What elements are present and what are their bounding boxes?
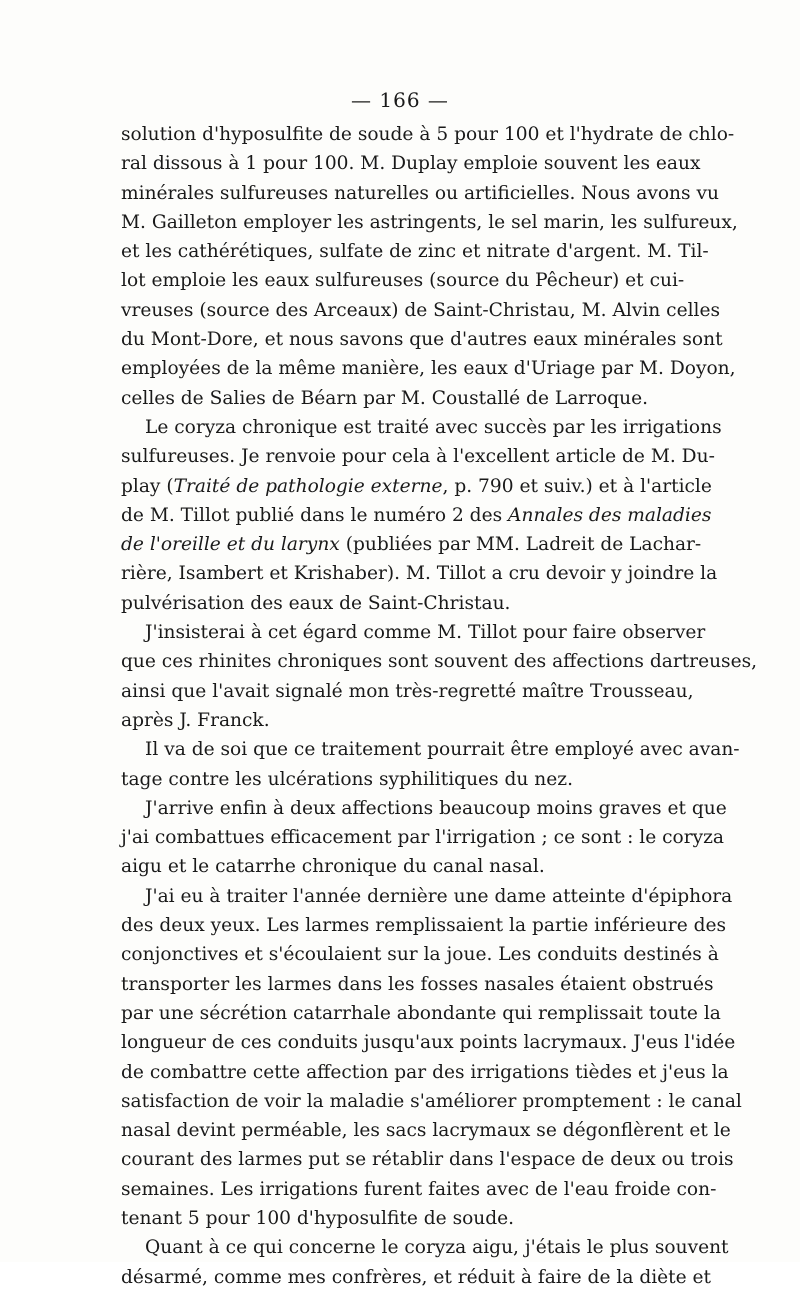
text-line: vreuses (source des Arceaux) de Saint-Christau, M. Alvin celles (121, 299, 721, 321)
body-text (121, 120, 758, 1292)
text-line: Il va de soi que ce traitement pourrait être employé avec avan- (145, 739, 740, 761)
text-line: minérales sulfureuses naturelles ou artificielles. Nous avons vu (121, 182, 719, 204)
text-segment: (publiées par MM. Ladreit de Lachar- (339, 534, 702, 556)
text-line: j'ai combattues efficacement par l'irrigation ; ce sont : le coryza (121, 827, 725, 849)
text-line: employées de la même manière, les eaux d'Uriage par M. Doyon, (121, 358, 736, 380)
text-line: satisfaction de voir la maladie s'améliorer promptement : le canal (121, 1090, 742, 1112)
text-line: sulfureuses. Je renvoie pour cela à l'excellent article de M. Du- (121, 446, 715, 468)
text-line: J'arrive enfin à deux affections beaucoup moins graves et que (145, 797, 727, 819)
text-line: lot emploie les eaux sulfureuses (source du Pêcheur) et cui- (121, 270, 685, 292)
text-line: conjonctives et s'écoulaient sur la joue. Les conduits destinés à (121, 944, 719, 966)
text-line: Quant à ce qui concerne le coryza aigu, j'étais le plus souvent (145, 1237, 729, 1259)
text-line: M. Gailleton employer les astringents, le sel marin, les sulfureux, (121, 211, 738, 233)
text-line: transporter les larmes dans les fosses nasales étaient obstrués (121, 973, 714, 995)
text-line: Le coryza chronique est traité avec succès par les irrigations (145, 416, 722, 438)
italic-title: de l'oreille et du larynx (121, 534, 340, 556)
text-line: par une sécrétion catarrhale abondante qui remplissait toute la (121, 1002, 721, 1024)
text-line: et les cathérétiques, sulfate de zinc et nitrate d'argent. M. Til- (121, 241, 709, 263)
text-line: tage contre les ulcérations syphilitiques du nez. (121, 768, 573, 790)
text-line: solution d'hyposulfite de soude à 5 pour 100 et l'hydrate de chlo- (121, 124, 735, 145)
text-segment: de M. Tillot publié dans le numéro 2 des (121, 504, 509, 526)
text-line: pulvérisation des eaux de Saint-Christau. (121, 592, 511, 614)
text-line (121, 530, 702, 559)
text-line: rière, Isambert et Krishaber). M. Tillot a cru devoir y joindre la (121, 563, 718, 585)
text-line: courant des larmes put se rétablir dans l'espace de deux ou trois (121, 1149, 734, 1171)
text-line: après J. Franck. (121, 709, 270, 731)
text-line: des deux yeux. Les larmes remplissaient la partie inférieure des (121, 915, 727, 937)
text-line: J'ai eu à traiter l'année dernière une dame atteinte d'épiphora (145, 885, 733, 907)
text-line: celles de Salies de Béarn par M. Coustallé de Larroque. (121, 387, 649, 409)
text-line: ral dissous à 1 pour 100. M. Duplay emploie souvent les eaux (121, 153, 701, 175)
text-segment: , p. 790 et suiv.) et à l'article (442, 475, 712, 497)
text-line (121, 472, 712, 501)
italic-title: Traité de pathologie externe (173, 475, 443, 497)
italic-title: Annales des maladies (508, 504, 712, 526)
text-line: désarmé, comme mes confrères, et réduit à faire de la diète et (121, 1266, 712, 1288)
text-line: J'insisterai à cet égard comme M. Tillot pour faire observer (145, 622, 706, 644)
text-line: nasal devint perméable, les sacs lacrymaux se dégonflèrent et le (121, 1120, 731, 1142)
text-line: semaines. Les irrigations furent faites avec de l'eau froide con- (121, 1178, 717, 1200)
text-line: du Mont-Dore, et nous savons que d'autres eaux minérales sont (121, 329, 723, 351)
text-line: que ces rhinites chroniques sont souvent des affections dartreuses, (121, 651, 758, 673)
text-line: ainsi que l'avait signalé mon très-regretté maître Trousseau, (121, 680, 694, 702)
text-line: longueur de ces conduits jusqu'aux points lacrymaux. J'eus l'idée (121, 1032, 736, 1054)
text-segment: play ( (121, 475, 174, 497)
page-number: — 166 — (351, 88, 449, 112)
text-line (121, 501, 712, 530)
text-line: tenant 5 pour 100 d'hyposulfite de soude. (121, 1207, 515, 1229)
text-line: de combattre cette affection par des irrigations tièdes et j'eus la (121, 1061, 729, 1083)
text-line: aigu et le catarrhe chronique du canal nasal. (121, 856, 545, 878)
